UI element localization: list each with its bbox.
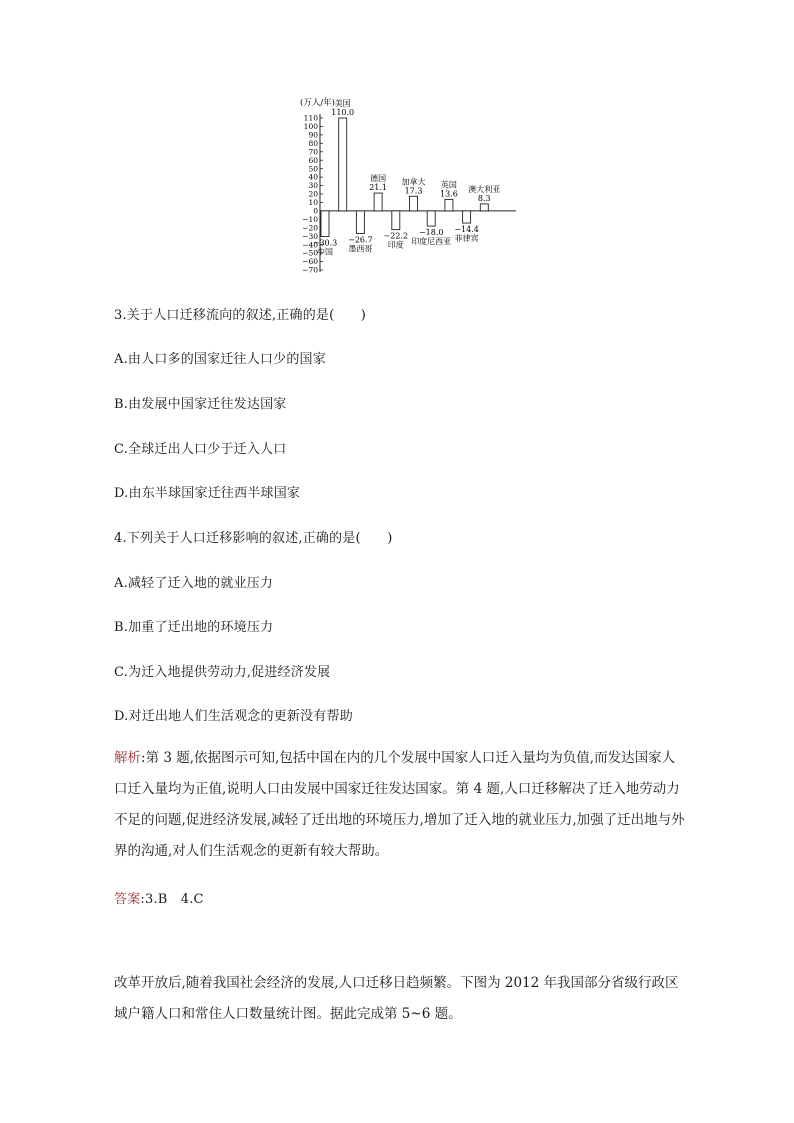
intro-paragraph: 改革开放后,随着我国社会经济的发展,人口迁移日趋频繁。下图为 2012 年我国部分省级行政区域户籍人口和常住人口数量统计图。据此完成第 5~6 题。 [114,975,679,1022]
question-3-option-b[interactable]: B.由发展中国家迁往发达国家 [114,397,287,412]
bars [313,98,501,256]
bar-value-label: 8.3 [477,193,491,203]
y-tick-label: −10 [302,214,318,224]
bar-5 [410,196,418,211]
bar-category-label: 印度 [387,240,404,250]
y-tick-label: 40 [308,172,318,182]
analysis-text: :第 3 题,依据图示可知,包括中国在内的几个发展中国家人口迁入量均为负值,而发达国家人口迁入量均为正值,说明人口由发展中国家迁往发达国家。第 4 题,人口迁移解决了迁入地劳动力不足的问题,促进经济发展,减轻了迁出地的环境压力,增加了迁入地的就业压力,加强了迁出地与外界的沟通,对人们生活观念的更新有较大帮助。 [114,750,685,859]
answer-line [114,888,204,907]
question-3-stem: 3.关于人口迁移流向的叙述,正确的是( ) [114,308,367,323]
answer-text: :3.B 4.C [140,892,204,907]
question-3-option-c[interactable]: C.全球迁出人口少于迁入人口 [114,442,287,457]
analysis-paragraph [114,743,686,867]
bar-value-label: 21.1 [369,183,388,193]
bar-category-label: 印度尼西亚 [411,237,452,247]
bar-value-label: −18.0 [418,228,444,238]
bar-category-label: 加拿大 [401,177,426,187]
y-tick-label: −60 [302,257,318,267]
y-tick-label: 30 [308,181,318,191]
y-tick-label: −70 [302,265,318,275]
question-3-option-d[interactable]: D.由东半球国家迁往西半球国家 [114,486,301,501]
bar-value-label: −14.4 [454,225,479,235]
question-4-option-a[interactable]: A.减轻了迁入地的就业压力 [114,576,274,591]
bar-0 [321,211,329,237]
y-tick-label: 100 [303,122,318,132]
y-tick-label: −20 [302,223,318,233]
bar-8 [463,211,471,223]
bar-value-label: 17.3 [404,186,423,196]
bar-7 [445,199,453,210]
question-4-option-d[interactable]: D.对迁出地人们生活观念的更新没有帮助 [114,709,353,724]
y-tick-label: −40 [302,240,318,250]
bar-value-label: 13.6 [439,189,458,199]
y-tick-label: 70 [308,147,318,157]
y-tick-label: −50 [302,248,318,258]
bar-value-label: −26.7 [348,235,373,245]
bar-6 [427,211,435,226]
bar-category-label: 墨西哥 [348,244,373,254]
bar-category-label: 中国 [317,247,333,257]
chart-unit-label: (万人/年) [300,98,335,108]
y-tick-label: 90 [308,130,318,140]
y-tick-label: 50 [308,164,318,174]
bar-3 [374,193,382,211]
bar-4 [392,211,400,230]
bar-category-label: 澳大利亚 [468,184,501,194]
y-tick-label: 0 [313,206,318,216]
bar-category-label: 德国 [370,174,387,184]
y-tick-label: 20 [308,189,318,199]
bar-value-label: −30.3 [312,238,338,248]
bar-category-label: 美国 [334,99,351,108]
y-tick-label: 80 [308,138,318,148]
bar-value-label: −22.2 [383,231,409,241]
y-tick-label: −30 [302,231,318,241]
bar-category-label: 英国 [440,180,457,190]
bar-1 [339,118,347,211]
bar-value-label: 110.0 [331,108,355,117]
question-4-stem: 4.下列关于人口迁移影响的叙述,正确的是( ) [114,531,393,546]
bar-category-label: 菲律宾 [454,234,479,244]
analysis-label: 解析 [114,750,141,766]
y-tick-label: 110 [303,113,318,123]
question-3-option-a[interactable]: A.由人口多的国家迁往人口少的国家 [114,352,326,367]
y-tick-label: 10 [308,198,318,208]
question-4-option-c[interactable]: C.为迁入地提供劳动力,促进经济发展 [114,665,331,680]
migration-bar-chart [280,92,540,282]
question-4-option-b[interactable]: B.加重了迁出地的环境压力 [114,620,274,635]
bar-9 [480,204,488,211]
y-tick-label: 60 [308,155,318,165]
bar-2 [356,211,364,234]
answer-label: 答案 [114,892,141,907]
